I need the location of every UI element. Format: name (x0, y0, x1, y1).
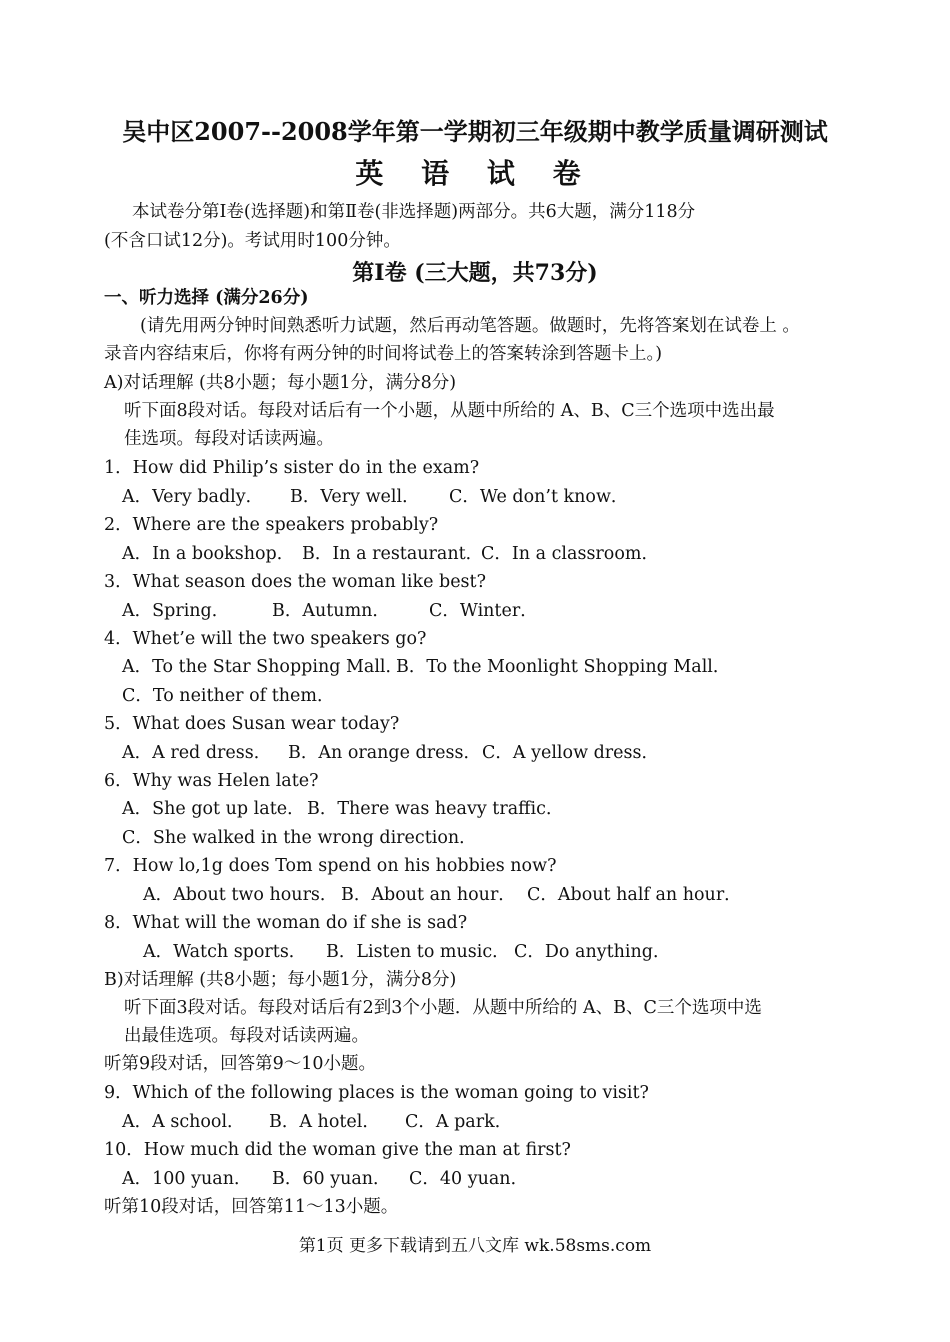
q2-option-c: C．In a classroom． (481, 544, 659, 564)
dialog-10-instruction: 听第10段对话，回答第11～13小题。 (104, 1197, 399, 1217)
q4-option-a: A．To the Star Shopping Mall． (122, 657, 404, 677)
question-1: 1．How did Philip’s sister do in the exam? (104, 458, 480, 478)
section-b-heading: B)对话理解 (共8小题；每小题1分，满分8分) (104, 970, 457, 990)
q5-option-a: A．A red dress． (122, 743, 272, 763)
question-4: 4．Whet’e will the two speakers go? (104, 629, 427, 649)
question-7: 7．How lo,1g does Tom spend on his hobbies now? (104, 856, 557, 876)
q4-option-c: C．To neither of them． (122, 686, 335, 706)
q3-option-b: B．Autumn． (272, 601, 390, 621)
exam-subtitle: 英 语 试 卷 (355, 157, 595, 190)
q1-option-b: B．Very well． (290, 487, 420, 507)
q1-option-a: A．Very badly． (122, 487, 264, 507)
exam-title: 吴中区2007--2008学年第一学期初三年级期中教学质量调研测试 (122, 117, 828, 146)
q9-option-b: B．A hotel． (269, 1112, 380, 1132)
q9-option-a: A．A school． (122, 1112, 245, 1132)
section-1-heading: 一、听力选择 (满分26分) (104, 288, 309, 308)
q7-option-c: C．About half an hour． (527, 885, 742, 905)
q10-option-c: C．40 yuan． (409, 1169, 529, 1189)
question-8: 8．What will the woman do if she is sad? (104, 913, 468, 933)
part-1-title: 第Ⅰ卷 (三大题，共73分) (352, 260, 598, 286)
q9-option-c: C．A park． (405, 1112, 513, 1132)
q3-option-c: C．Winter． (429, 601, 538, 621)
section-b-desc-1: 听下面3段对话。每段对话后有2到3个小题．从题中所给的 A、B、C三个选项中选 (124, 998, 762, 1018)
q7-option-a: A．About two hours． (143, 885, 338, 905)
q2-option-b: B．In a restaurant． (302, 544, 484, 564)
q2-option-a: A．In a bookshop． (122, 544, 295, 564)
q7-option-b: B．About an hour． (341, 885, 516, 905)
instructions-line-2: 录音内容结束后，你将有两分钟的时间将试卷上的答案转涂到答题卡上。) (104, 344, 663, 364)
q6-option-a: A．She got up late． (122, 799, 305, 819)
q3-option-a: A．Spring． (122, 601, 230, 621)
q1-option-c: C．We don’t know． (449, 487, 629, 507)
q10-option-a: A．100 yuan． (122, 1169, 252, 1189)
q4-option-b: B．To the Moonlight Shopping Mall． (396, 657, 731, 677)
question-9: 9．Which of the following places is the woman going to visit? (104, 1083, 649, 1103)
question-5: 5．What does Susan wear today? (104, 714, 400, 734)
section-a-desc-1: 听下面8段对话。每段对话后有一个小题，从题中所给的 A、B、C三个选项中选出最 (124, 401, 775, 421)
q8-option-b: B．Listen to music． (326, 942, 510, 962)
q5-option-c: C．A yellow dress． (482, 743, 659, 763)
page-footer: 第1页 更多下载请到五八文库 wk.58sms.com (298, 1236, 652, 1256)
question-10: 10．How much did the woman give the man at first? (104, 1140, 571, 1160)
q6-option-b: B．There was heavy traffic． (307, 799, 564, 819)
q8-option-c: C．Do anything． (514, 942, 671, 962)
question-6: 6．Why was Helen late? (104, 771, 319, 791)
q6-option-c: C．She walked in the wrong direction． (122, 828, 477, 848)
intro-line-2: (不含口试12分)。考试用时100分钟。 (104, 231, 401, 251)
section-a-heading: A)对话理解 (共8小题；每小题1分，满分8分) (104, 373, 457, 393)
question-3: 3．What season does the woman like best? (104, 572, 486, 592)
q10-option-b: B．60 yuan． (272, 1169, 391, 1189)
q5-option-b: B．An orange dress． (288, 743, 481, 763)
dialog-9-instruction: 听第9段对话，回答第9～10小题。 (104, 1054, 377, 1074)
intro-line-1: 本试卷分第Ⅰ卷(选择题)和第Ⅱ卷(非选择题)两部分。共6大题，满分118分 (132, 202, 696, 222)
section-b-desc-2: 出最佳选项。每段对话读两遍。 (124, 1026, 369, 1046)
instructions-line-1: (请先用两分钟时间熟悉听力试题，然后再动笔答题。做题时，先将答案划在试卷上 。 (140, 316, 800, 336)
section-a-desc-2: 佳选项。每段对话读两遍。 (124, 429, 334, 449)
question-2: 2．Where are the speakers probably? (104, 515, 439, 535)
q8-option-a: A．Watch sports． (143, 942, 307, 962)
